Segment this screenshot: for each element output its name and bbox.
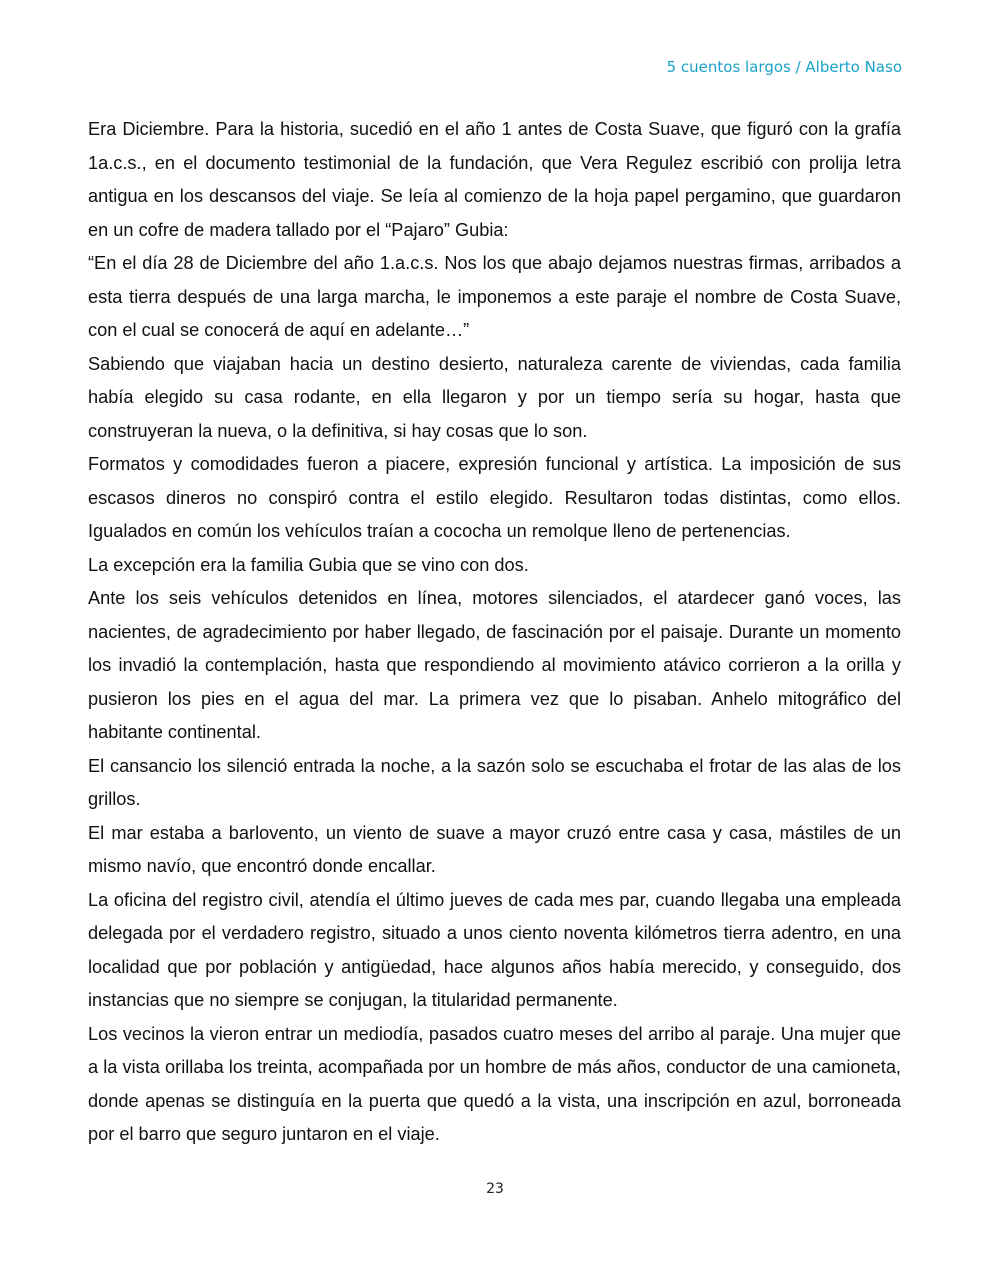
body-text xyxy=(88,113,901,1152)
paragraph: “En el día 28 de Diciembre del año 1.a.c.s. Nos los que abajo dejamos nuestras firmas, arribados a esta tierra después de una larga marcha, le imponemos a este paraje el nombre de Costa Suave, con el cual se conocerá de aquí en adelante…” xyxy=(88,253,901,340)
paragraph: Sabiendo que viajaban hacia un destino desierto, naturaleza carente de viviendas, cada familia había elegido su casa rodante, en ella llegaron y por un tiempo sería su hogar, hasta que construyeran la nueva, o la definitiva, si hay cosas que lo son. xyxy=(88,353,901,441)
paragraph: Los vecinos la vieron entrar un mediodía, pasados cuatro meses del arribo al paraje. Una mujer que a la vista orillaba los treinta, acompañada por un hombre de más años, conductor de una camioneta, donde apenas se distinguía en la puerta que quedó a la vista, una inscripción en azul, borroneada por el barro que seguro juntaron en el viaje. xyxy=(88,1023,901,1144)
paragraph: La excepción era la familia Gubia que se vino con dos. xyxy=(88,554,529,575)
paragraph: La oficina del registro civil, atendía el último jueves de cada mes par, cuando llegaba una empleada delegada por el verdadero registro, situado a unos ciento noventa kilómetros tierra adentro, en una localidad que por población y antigüedad, hace algunos años había merecido, y conseguido, dos instancias que no siempre se conjugan, la titularidad permanente. xyxy=(88,889,901,1010)
paragraph: El cansancio los silenció entrada la noche, a la sazón solo se escuchaba el frotar de las alas de los grillos. xyxy=(88,755,901,809)
running-header: 5 cuentos largos / Alberto Naso xyxy=(666,58,902,76)
page-number: 23 xyxy=(486,1181,504,1197)
paragraph: El mar estaba a barlovento, un viento de suave a mayor cruzó entre casa y casa, mástiles de un mismo navío, que encontró donde encallar. xyxy=(88,822,901,876)
paragraph: Formatos y comodidades fueron a piacere, expresión funcional y artística. La imposición de sus escasos dineros no conspiró contra el estilo elegido. Resultaron todas distintas, como ellos. Igualados en común los vehículos traían a cococha un remolque lleno de pertenencias. xyxy=(88,454,901,541)
paragraph: Ante los seis vehículos detenidos en línea, motores silenciados, el atardecer ganó voces, las nacientes, de agradecimiento por haber llegado, de fascinación por el paisaje. Durante un momento los invadió la contemplación, hasta que respondiendo al movimiento atávico corrieron a la orilla y pusieron los pies en el agua del mar. La primera vez que lo pisaban. Anhelo mitográfico del habitante continental. xyxy=(88,588,901,742)
paragraph: Era Diciembre. Para la historia, sucedió en el año 1 antes de Costa Suave, que figuró con la grafía 1a.c.s., en el documento testimonial de la fundación, que Vera Regulez escribió con prolija letra antigua en los descansos del viaje. Se leía al comienzo de la hoja papel pergamino, que guardaron en un cofre de madera tallado por el “Pajaro” Gubia: xyxy=(88,119,901,240)
